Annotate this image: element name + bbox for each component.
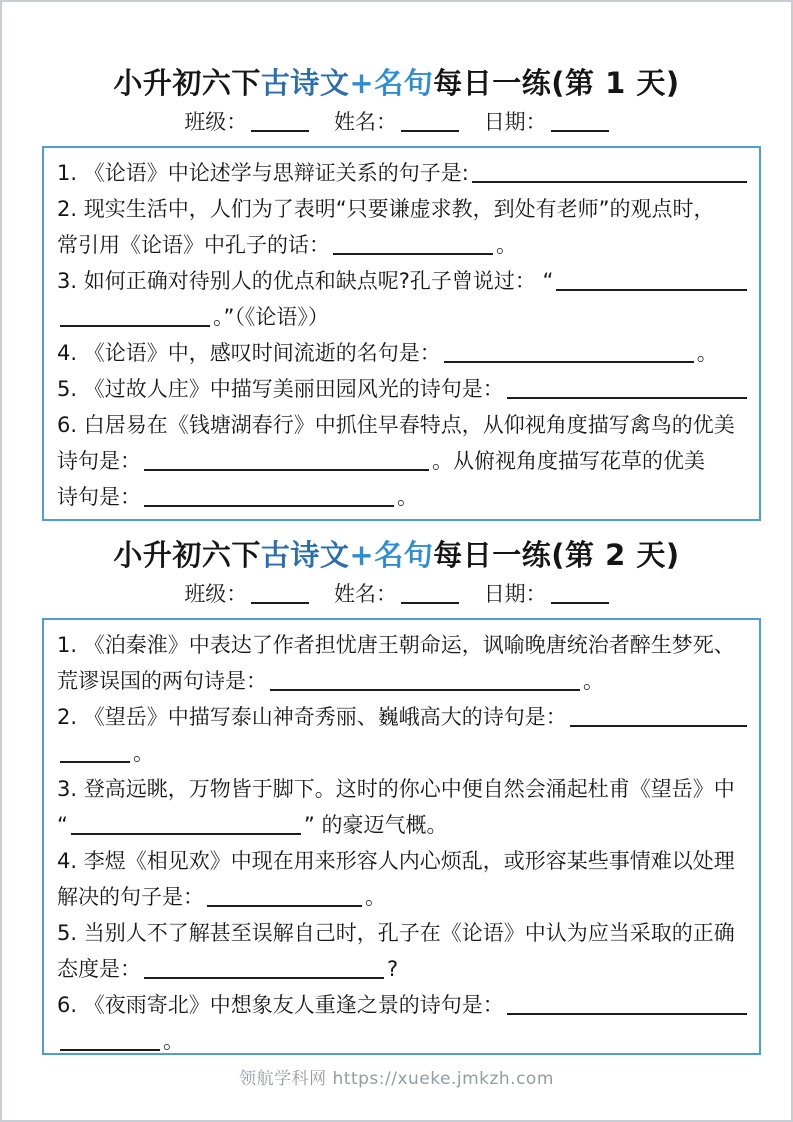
answer-blank	[60, 305, 210, 327]
question-line	[57, 1023, 747, 1059]
question-line	[57, 843, 747, 879]
question-line	[57, 335, 747, 371]
question-line	[57, 951, 747, 987]
question-text: 2. 《望岳》中描写泰山神奇秀丽、巍峨高大的诗句是：	[57, 705, 567, 729]
question-line	[57, 155, 747, 191]
question-text: 1. 《泊秦淮》中表达了作者担忧唐王朝命运，讽喻晚唐统治者醉生梦死、	[57, 633, 735, 657]
question-line	[57, 771, 747, 807]
name-answer-blank	[401, 582, 459, 604]
answer-blank	[270, 669, 580, 691]
title-suffix: 每日一练(第 2 天)	[433, 538, 680, 572]
answer-blank	[144, 957, 384, 979]
answer-blank	[144, 449, 429, 471]
name-label: 姓名：	[334, 582, 397, 606]
answer-blank	[60, 741, 130, 763]
question-line	[57, 479, 747, 515]
class-field	[184, 582, 309, 606]
date-label: 日期：	[483, 582, 547, 606]
answer-blank	[507, 377, 747, 399]
class-answer-blank	[251, 110, 309, 132]
question-text: 4. 《论语》中，感叹时间流逝的名句是：	[57, 341, 441, 365]
question-line	[57, 735, 747, 771]
answer-blank	[444, 341, 694, 363]
date-answer-blank	[551, 110, 609, 132]
meta-line-day-2	[2, 579, 791, 609]
question-text: 荒谬误国的两句诗是：	[57, 669, 267, 693]
question-line	[57, 371, 747, 407]
title-highlight-gushiwen: 古诗文	[260, 66, 350, 100]
question-text: ?	[387, 957, 399, 981]
question-line	[57, 627, 747, 663]
worksheet-day-2	[2, 536, 791, 1055]
question-text: 6. 《夜雨寄北》中想象友人重逢之景的诗句是：	[57, 993, 504, 1017]
question-box-day-2	[42, 618, 761, 1055]
answer-blank	[556, 269, 747, 291]
answer-blank	[60, 1029, 160, 1051]
name-field	[334, 582, 459, 606]
worksheet-day-1	[2, 64, 791, 521]
question-line	[57, 227, 747, 263]
title-suffix: 每日一练(第 1 天)	[433, 66, 680, 100]
answer-blank	[507, 993, 747, 1015]
question-text: 4. 李煜《相见欢》中现在用来形容人内心烦乱，或形容某些事情难以处理	[57, 849, 735, 873]
answer-blank	[333, 233, 493, 255]
question-text: 2. 现实生活中，人们为了表明“只要谦虚求教，到处有老师”的观点时，	[57, 197, 715, 221]
question-text: 5. 当别人不了解甚至误解自己时，孔子在《论语》中认为应当采取的正确	[57, 921, 735, 945]
worksheet-page	[2, 2, 791, 1089]
meta-line-day-1	[2, 107, 791, 137]
answer-blank	[144, 485, 394, 507]
class-field	[184, 110, 309, 134]
question-text: 1. 《论语》中论述学与思辩证关系的句子是:	[57, 161, 469, 185]
answer-blank	[570, 705, 747, 727]
answer-blank	[472, 161, 747, 183]
question-text: 。从俯视角度描写花草的优美	[432, 449, 705, 473]
question-line	[57, 915, 747, 951]
answer-blank	[71, 813, 301, 835]
question-text: 诗句是：	[57, 485, 141, 509]
class-label: 班级：	[184, 582, 248, 606]
question-text: 。	[397, 485, 418, 509]
name-label: 姓名：	[334, 110, 397, 134]
question-text: 。	[163, 1029, 184, 1053]
question-line	[57, 807, 747, 843]
question-text: 。	[133, 741, 154, 765]
page-title-day-1	[2, 64, 791, 102]
question-line	[57, 987, 747, 1023]
question-line	[57, 443, 747, 479]
question-text: “	[57, 813, 68, 837]
title-highlight-mingju: +名句	[349, 66, 434, 100]
question-text: 态度是：	[57, 957, 141, 981]
question-line	[57, 699, 747, 735]
question-text: 3. 登高远眺，万物皆于脚下。这时的你心中便自然会涌起杜甫《望岳》中	[57, 777, 735, 801]
title-highlight-gushiwen: 古诗文	[260, 538, 350, 572]
question-text: 3. 如何正确对待别人的优点和缺点呢?孔子曾说过： “	[57, 269, 554, 293]
answer-blank	[207, 885, 362, 907]
name-field	[334, 110, 459, 134]
question-line	[57, 407, 747, 443]
date-answer-blank	[551, 582, 609, 604]
question-line	[57, 191, 747, 227]
title-prefix: 小升初六下	[113, 66, 261, 100]
question-text: 。”（《论语》）	[213, 305, 329, 329]
question-text: 解决的句子是：	[57, 885, 204, 909]
question-text: 5. 《过故人庄》中描写美丽田园风光的诗句是：	[57, 377, 504, 401]
name-answer-blank	[401, 110, 459, 132]
question-text: 。	[365, 885, 386, 909]
question-text: 6. 白居易在《钱塘湖春行》中抓住早春特点，从仰视角度描写禽鸟的优美	[57, 413, 735, 437]
watermark: 领航学科网 https://xueke.jmkzh.com	[239, 1069, 554, 1089]
question-text: ” 的豪迈气概。	[303, 813, 448, 837]
question-line	[57, 263, 747, 299]
question-text: 。	[696, 341, 718, 365]
date-field	[484, 110, 609, 134]
title-highlight-mingju: +名句	[349, 538, 434, 572]
page-title-day-2	[2, 536, 791, 574]
date-field	[484, 582, 609, 606]
class-answer-blank	[251, 582, 309, 604]
question-line	[57, 299, 747, 335]
question-text: 诗句是：	[57, 449, 141, 473]
question-text: 常引用《论语》中孔子的话：	[57, 233, 330, 257]
question-line	[57, 663, 747, 699]
question-text: 。	[583, 669, 604, 693]
question-text: 。	[496, 233, 517, 257]
class-label: 班级：	[184, 110, 248, 134]
date-label: 日期：	[483, 110, 547, 134]
title-prefix: 小升初六下	[113, 538, 261, 572]
question-line	[57, 879, 747, 915]
question-box-day-1	[42, 146, 761, 521]
